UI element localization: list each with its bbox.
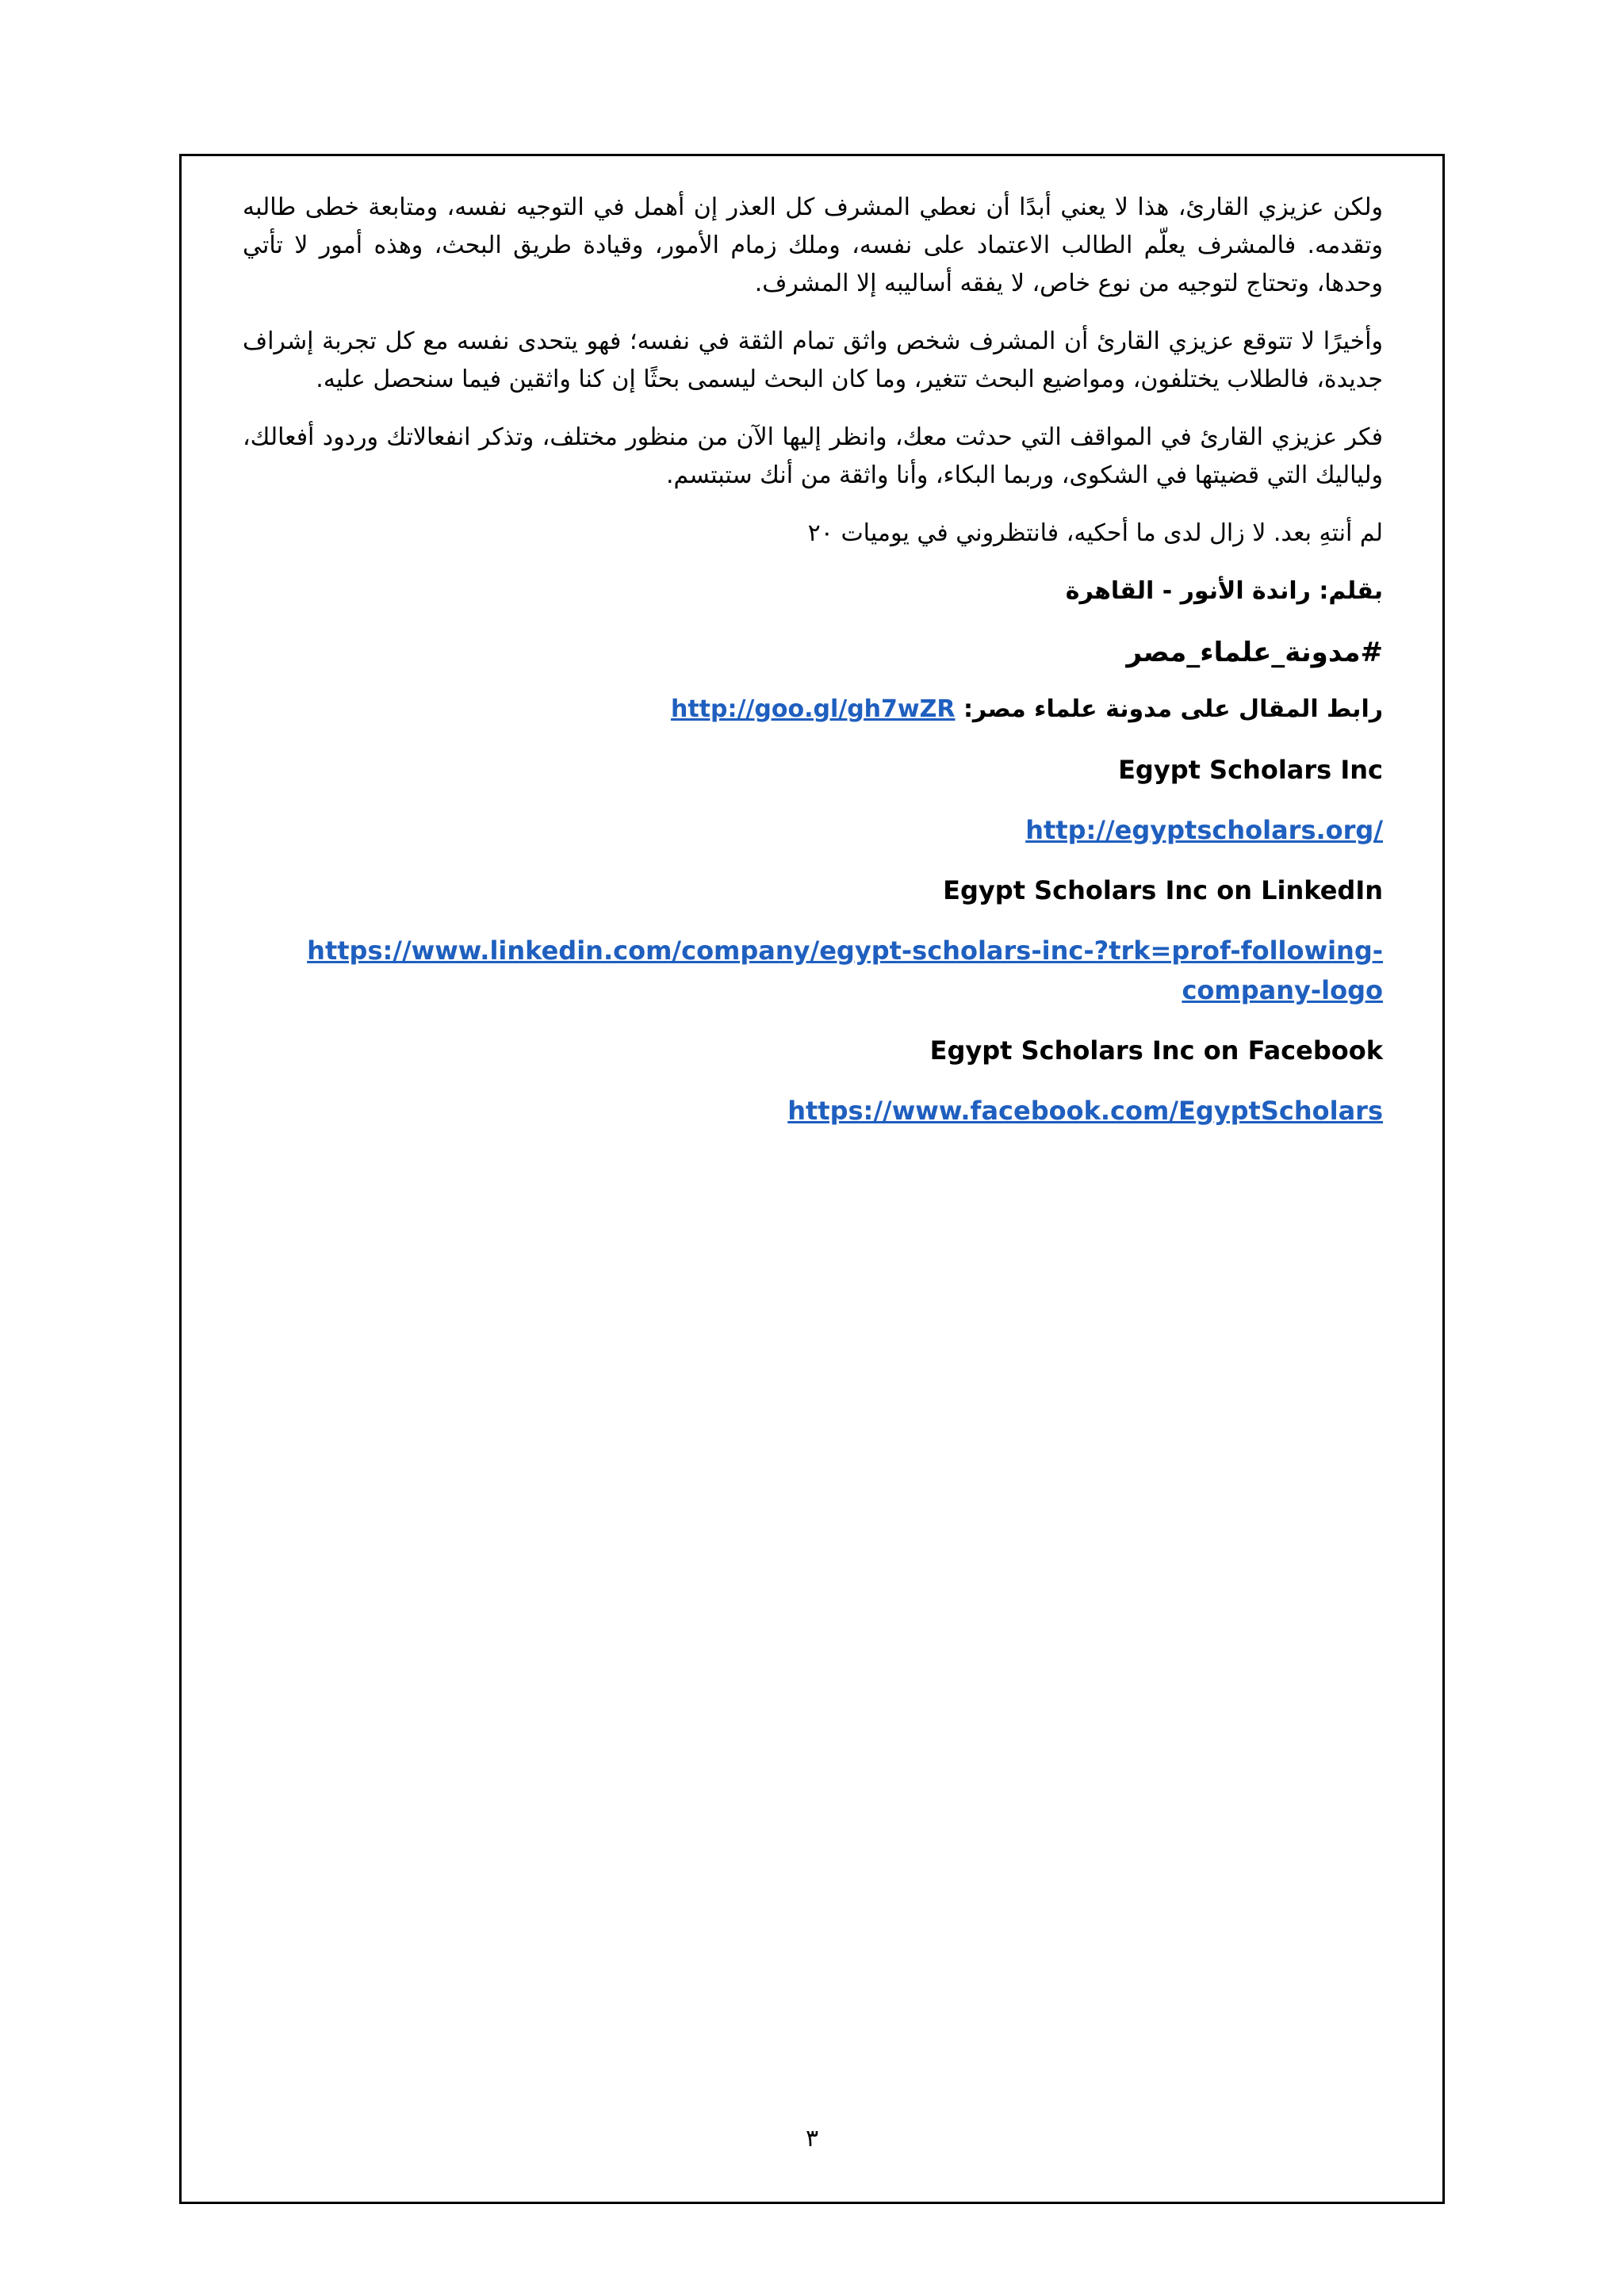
page-content	[243, 189, 1383, 1151]
org-name: Egypt Scholars Inc	[1118, 755, 1383, 785]
article-link-row	[243, 690, 1383, 729]
blog-hashtag: #مدونة_علماء_مصر	[1126, 637, 1383, 668]
org-site-row	[243, 810, 1383, 850]
paragraph-reflection: فكر عزيزي القارئ في المواقف التي حدثت معك، وانظر إليها الآن من منظور مختلف، وتذكر انفعالاتك وردود أفعالك، ولياليك التي قضيتها في الشكوى، وربما البكاء، وأنا واثقة من أنك ستبتسم.	[243, 423, 1383, 489]
author-line: بقلم: راندة الأنور - القاهرة	[1065, 577, 1383, 605]
page-number: ٣	[805, 2125, 819, 2152]
article-link-label: رابط المقال على مدونة علماء مصر:	[963, 695, 1383, 723]
linkedin-link-row	[243, 931, 1383, 1010]
facebook-link[interactable]: https://www.facebook.com/EgyptScholars	[787, 1096, 1383, 1126]
org-site-link[interactable]: http://egyptscholars.org/	[1025, 815, 1383, 845]
paragraph-supervisor-confidence: وأخيرًا لا تتوقع عزيزي القارئ أن المشرف شخص واثق تمام الثقة في نفسه؛ فهو يتحدى نفسه مع كل تجربة إشراف جديدة، فالطلاب يختلفون، ومواضيع البحث تتغير، وما كان البحث ليسمى بحثًا إن كنا واثقين فيما سنحصل عليه.	[243, 327, 1383, 393]
facebook-link-row	[243, 1091, 1383, 1131]
paragraph-supervisor-guidance: ولكن عزيزي القارئ، هذا لا يعني أبدًا أن نعطي المشرف كل العذر إن أهمل في التوجيه نفسه، ومتابعة خطى طالبه وتقدمه. فالمشرف يعلّم الطالب الاعتماد على نفسه، وملك زمام الأمور، وقيادة طريق البحث، وهذه أمور لا تأتي وحدها، وتحتاج لتوجيه من نوع خاص، لا يفقه أساليبه إلا المشرف.	[243, 193, 1383, 297]
article-link[interactable]: http://goo.gl/gh7wZR	[670, 695, 956, 723]
closing-line: لم أنتهِ بعد. لا زال لدى ما أحكيه، فانتظروني في يوميات ٢٠	[807, 519, 1383, 547]
linkedin-heading: Egypt Scholars Inc on LinkedIn	[943, 875, 1383, 905]
linkedin-link[interactable]: https://www.linkedin.com/company/egypt-scholars-inc-?trk=prof-following-company-logo	[307, 936, 1383, 1005]
facebook-heading: Egypt Scholars Inc on Facebook	[929, 1035, 1383, 1066]
